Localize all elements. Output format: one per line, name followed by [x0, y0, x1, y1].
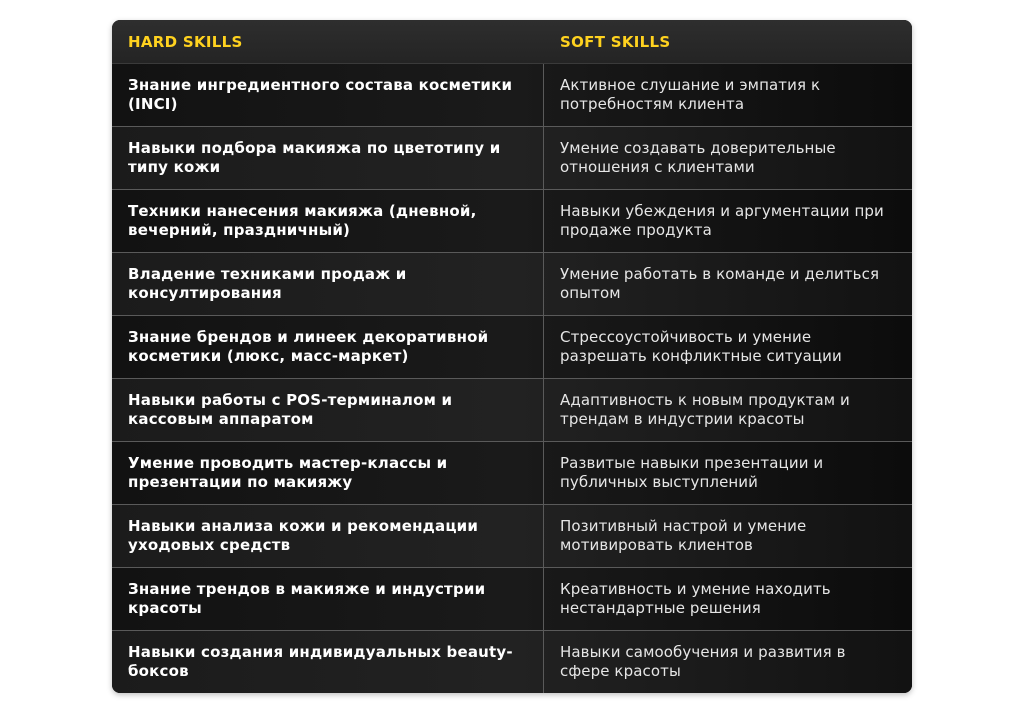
hard-skill-cell: Знание ингредиентного состава косметики (INCI) [112, 64, 544, 126]
table-row [112, 64, 912, 127]
soft-skill-cell: Развитые навыки презентации и публичных выступлений [560, 454, 824, 491]
hard-skill-cell: Знание брендов и линеек декоративной косметики (люкс, масс-маркет) [112, 316, 544, 378]
soft-skill-cell: Адаптивность к новым продуктам и трендам в индустрии красоты [560, 391, 850, 428]
hard-skill-cell: Владение техниками продаж и консултирования [112, 253, 544, 315]
table-row [112, 442, 912, 505]
table-header-row [112, 20, 912, 64]
hard-skill-cell: Навыки анализа кожи и рекомендации уходовых средств [112, 505, 544, 567]
table-row [112, 127, 912, 190]
soft-skill-cell: Позитивный настрой и умение мотивировать клиентов [560, 517, 807, 554]
table-row [112, 568, 912, 631]
header-hard-skills: HARD SKILLS [128, 32, 243, 51]
hard-skill-cell: Умение проводить мастер-классы и презентации по макияжу [112, 442, 544, 504]
table-row [112, 253, 912, 316]
soft-skill-cell: Умение работать в команде и делиться опытом [560, 265, 880, 302]
header-soft-skills: SOFT SKILLS [560, 32, 671, 51]
soft-skill-cell: Умение создавать доверительные отношения с клиентами [560, 139, 836, 176]
table-row [112, 631, 912, 693]
hard-skill-cell: Навыки работы с POS-терминалом и кассовым аппаратом [112, 379, 544, 441]
soft-skill-cell: Стрессоустойчивость и умение разрешать конфликтные ситуации [560, 328, 842, 365]
table-row [112, 505, 912, 568]
soft-skill-cell: Навыки убеждения и аргументации при продаже продукта [560, 202, 884, 239]
hard-skill-cell: Навыки подбора макияжа по цветотипу и типу кожи [112, 127, 544, 189]
soft-skill-cell: Активное слушание и эмпатия к потребностям клиента [560, 76, 821, 113]
table-row [112, 316, 912, 379]
table-row [112, 379, 912, 442]
soft-skill-cell: Навыки самообучения и развития в сфере красоты [560, 643, 846, 680]
skills-table [112, 20, 912, 693]
soft-skill-cell: Креативность и умение находить нестандартные решения [560, 580, 831, 617]
hard-skill-cell: Навыки создания индивидуальных beauty-боксов [112, 631, 544, 693]
hard-skill-cell: Техники нанесения макияжа (дневной, вечерний, праздничный) [112, 190, 544, 252]
hard-skill-cell: Знание трендов в макияже и индустрии красоты [112, 568, 544, 630]
table-row [112, 190, 912, 253]
